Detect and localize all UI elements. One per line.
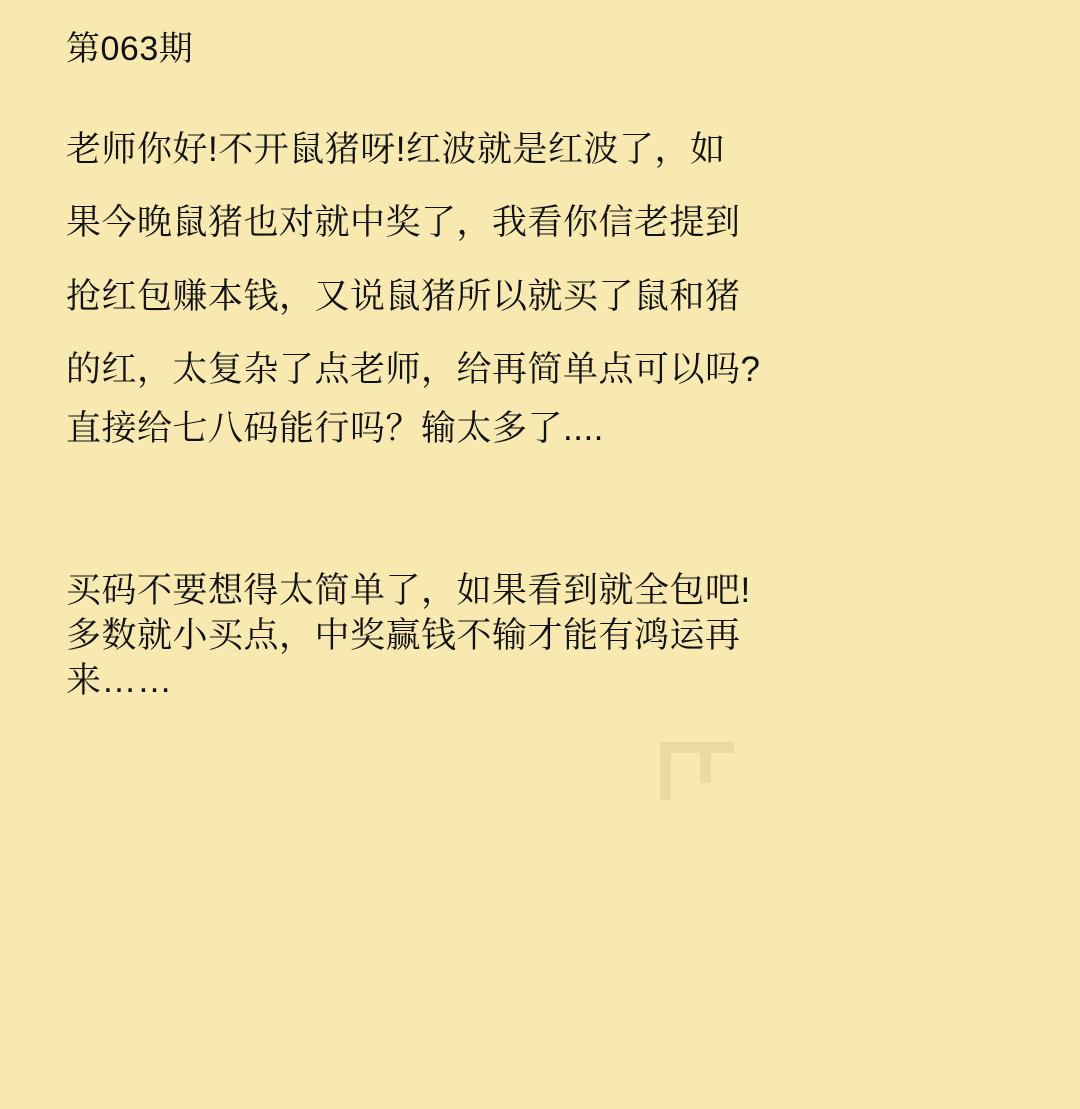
text-line: 买码不要想得太简单了，如果看到就全包吧! (66, 571, 751, 611)
text-line: 果今晚鼠猪也对就中奖了，我看你信老提到 (66, 203, 741, 242)
document-content (66, 28, 1022, 704)
paragraph-answer (66, 569, 1022, 703)
watermark-bar-horizontal (660, 742, 734, 753)
corner-mark-watermark-icon (660, 742, 734, 800)
text-line: 来…… (66, 660, 173, 700)
text-line: 多数就小买点，中奖赢钱不输才能有鸿运再 (66, 616, 741, 656)
watermark-bar-inner (700, 753, 711, 783)
watermark-bar-vertical (660, 742, 671, 800)
text-line: 的红，太复杂了点老师，给再简单点可以吗? (66, 350, 761, 389)
text-line: 抢红包赚本钱，又说鼠猪所以就买了鼠和猪 (66, 276, 741, 316)
text-line: 老师你好!不开鼠猪呀!红波就是红波了，如 (66, 129, 726, 169)
paragraph-spacer (66, 451, 1022, 569)
paragraph-question (66, 113, 1022, 407)
text-line: 直接给七八码能行吗？输太多了.... (66, 408, 604, 448)
page-title: 第063期 (66, 30, 194, 68)
paragraph-question-tail (66, 407, 1022, 452)
